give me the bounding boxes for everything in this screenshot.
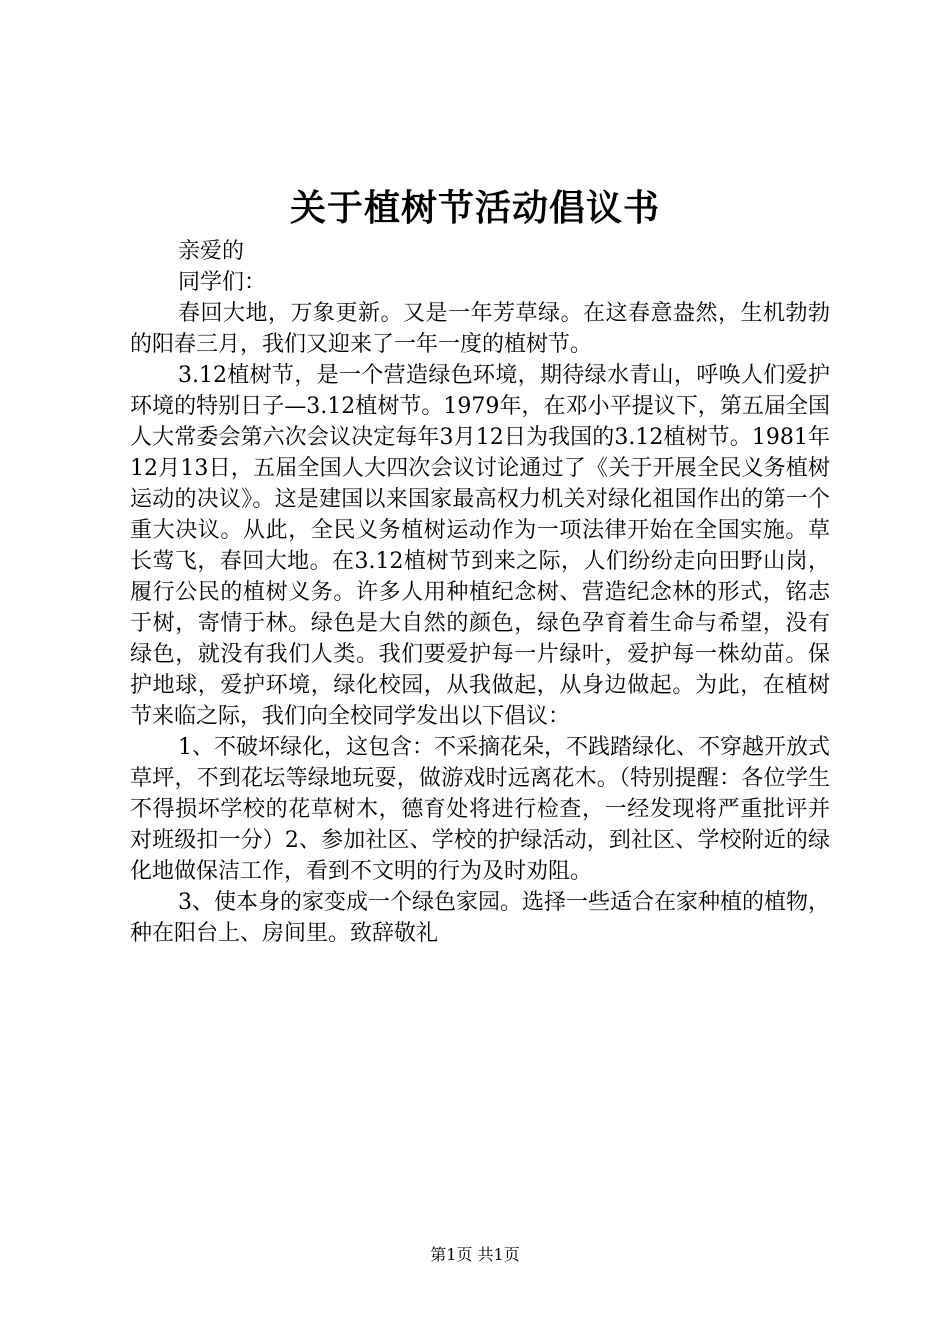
page-footer: 第1页 共1页 <box>430 1245 520 1264</box>
paragraph-intro: 春回大地，万象更新。又是一年芳草绿。在这春意盎然，生机勃勃的阳春三月，我们又迎来了一年一度的植树节。 <box>130 301 830 357</box>
salutation-line-1: 亲爱的 <box>178 239 245 264</box>
document-title: 关于植树节活动倡议书 <box>289 187 660 229</box>
document-body <box>130 236 830 949</box>
salutation-line-2: 同学们： <box>178 270 267 295</box>
paragraph-proposal-3: 3、使本身的家变成一个绿色家园。选择一些适合在家种植的植物，种在阳台上、房间里。致辞敬礼 <box>130 890 830 946</box>
paragraph-proposal-1-2: 1、不破坏绿化，这包含：不采摘花朵，不践踏绿化、不穿越开放式草坪，不到花坛等绿地玩耍，做游戏时远离花木。（特别提醒：各位学生不得损坏学校的花草树木，德育处将进行检查，一经发现将严重批评并对班级扣一分）2、参加社区、学校的护绿活动，到社区、学校附近的绿化地做保洁工作，看到不文明的行为及时劝阻。 <box>130 735 830 884</box>
paragraph-history: 3.12植树节，是一个营造绿色环境，期待绿水青山，呼唤人们爱护环境的特别日子—3.12植树节。1979年，在邓小平提议下，第五届全国人大常委会第六次会议决定每年3月12日为我国的3.12植树节。1981年12月13日，五届全国人大四次会议讨论通过了《关于开展全民义务植树运动的决议》。这是建国以来国家最高权力机关对绿化祖国作出的第一个重大决议。从此，全民义务植树运动作为一项法律开始在全国实施。草长莺飞，春回大地。在3.12植树节到来之际，人们纷纷走向田野山岗，履行公民的植树义务。许多人用种植纪念树、营造纪念林的形式，铭志于树，寄情于林。绿色是大自然的颜色，绿色孕育着生命与希望，没有绿色，就没有我们人类。我们要爱护每一片绿叶，爱护每一株幼苗。保护地球，爱护环境，绿化校园，从我做起，从身边做起。为此，在植树节来临之际，我们向全校同学发出以下倡议： <box>130 363 830 729</box>
